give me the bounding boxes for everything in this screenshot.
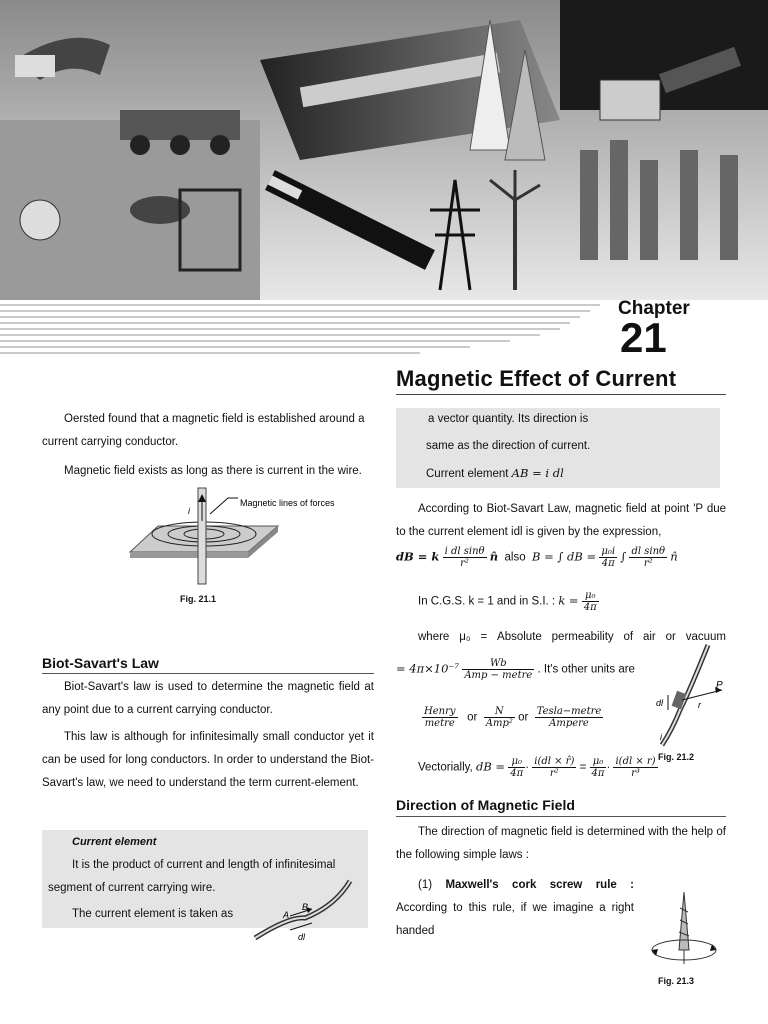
vector-form-equation: Vectorially, dB = $\frac{\text{μ₀}}{4\pi}$ · $\frac{i(dl \times r̂)}{\text{r²}}$ = $\frac{\text{μ₀}}{4\pi}$ · $\frac{i(dl \times r)}{\text{r³}}$ — [418, 756, 656, 779]
paragraph-biot-savart-1: Biot-Savart's law is used to determine the magnetic field at any point due to a current carrying conductor. — [42, 681, 374, 716]
figure-21-3 — [644, 888, 724, 968]
fig-21-1-caption: Fig. 21.1 — [180, 594, 217, 604]
paragraph-cork-screw-rule: (1) Maxwell's cork screw rule : According to this rule, if we imagine a right handed — [396, 879, 634, 937]
heading-rule — [42, 673, 374, 674]
chapter-title: Magnetic Effect of Current — [396, 366, 677, 391]
fig-21-2-caption: Fig. 21.2 — [658, 752, 695, 762]
paragraph-biot-savart-2: This law is although for infinitesimally small conductor yet it can be used for long conductors. In order to understand the Biot-Savart's law, we need to understand the term current-element. — [42, 731, 374, 789]
current-element-wire-figure — [250, 876, 360, 946]
current-element-definition: It is the product of current and length of infinitesimal segment of current carrying wire. — [48, 859, 336, 894]
current-element-heading: Current element — [72, 836, 157, 848]
fig1-label-lines: Magnetic lines of forces — [240, 498, 335, 508]
wire-label-dl: dl — [298, 932, 306, 942]
chapter-banner-collage — [0, 0, 768, 300]
fig-21-3-caption: Fig. 21.3 — [658, 976, 695, 986]
heading-direction-magnetic-field: Direction of Magnetic Field — [396, 797, 575, 813]
alternate-units: $\frac{\text{Henry}}{\text{metre}}$ or $\frac{N}{\text{Amp²}}$ or $\frac{\text{Tesla−metre}}{\text{Ampere}}$ — [424, 706, 602, 729]
cgs-si-equation: In C.G.S. k = 1 and in S.I. : k = $\frac{\text{μ₀}}{4\pi}$ — [418, 590, 597, 613]
box-line-3: Current element AB = i dl — [426, 466, 564, 480]
fig2-label-P: P — [716, 680, 723, 691]
title-rule — [396, 394, 726, 395]
box-line-1: a vector quantity. Its direction is — [428, 413, 589, 425]
wire-label-B: B — [302, 902, 309, 912]
fig2-label-i: i — [660, 732, 662, 742]
paragraph-where-mu0: where μ₀ = Absolute permeability of air or vacuum — [418, 631, 726, 643]
heading-rule-right — [396, 816, 726, 817]
cork-screw-rule-name: Maxwell's cork screw rule : — [445, 879, 634, 891]
chapter-number: 21 — [620, 314, 667, 361]
heading-biot-savart: Biot-Savart's Law — [42, 655, 159, 671]
box-line-2: same as the direction of current. — [426, 440, 591, 452]
current-element-equation: AB = i dl — [511, 466, 564, 480]
paragraph-direction-laws: The direction of magnetic field is determined with the help of the following simple laws : — [396, 826, 726, 861]
banner-image — [0, 0, 768, 300]
figure-21-2 — [650, 640, 730, 750]
wire-label-A: A — [283, 910, 290, 920]
paragraph-field-exists: Magnetic field exists as long as there is current in the wire. — [64, 465, 362, 477]
figure-21-1 — [128, 486, 368, 586]
biot-savart-equation: dB = k $\frac{\text{i dl sinθ}}{\text{r²}}$ n̂ also B = ∫ dB = $\frac{\text{μ₀i}}{4\pi}$ ∫ $\frac{\text{dl sinθ}}{\text{r²}}$ n̂ — [396, 546, 678, 569]
chapter-label: Chapter — [618, 298, 690, 319]
fig1-label-i: i — [188, 506, 190, 516]
paragraph-biot-savart-expression: According to Biot-Savart Law, magnetic field at point 'P due to the current element idl is given by the expression, — [396, 503, 726, 538]
paragraph-oersted: Oersted found that a magnetic field is established around a current carrying conductor. — [42, 413, 365, 448]
permeability-units-equation: = 4π×10⁻⁷ $\frac{Wb}{\text{Amp − metre}}$ . It's other units are — [396, 658, 635, 681]
current-element-taken-as: The current element is taken as — [72, 908, 234, 920]
fig2-label-r: r — [698, 700, 701, 710]
fig2-label-dl: dl — [656, 698, 664, 708]
